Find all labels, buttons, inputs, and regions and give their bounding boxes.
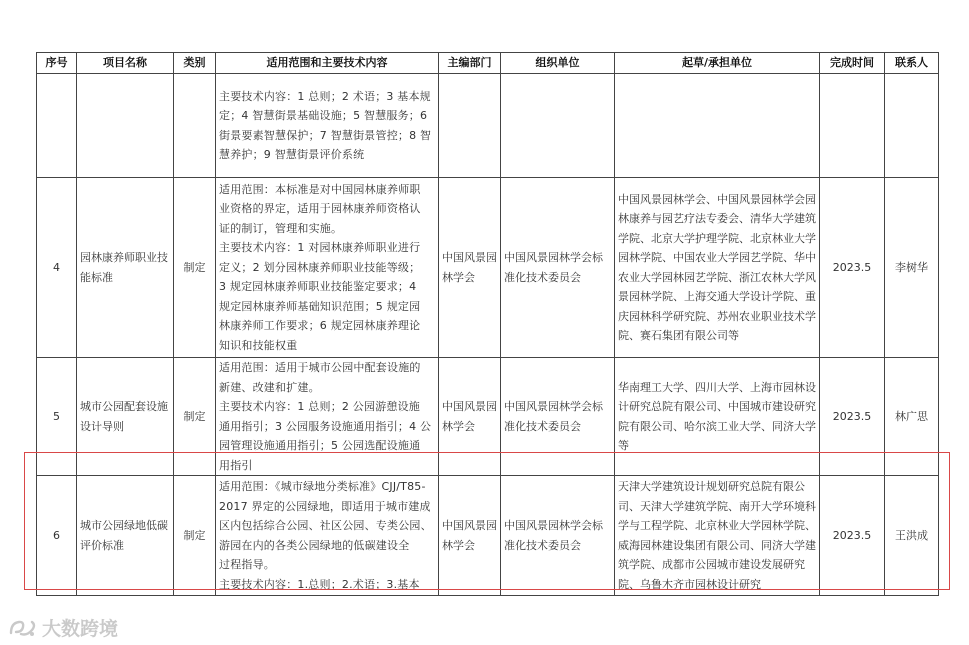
scope-line: 主要技术内容：1.总则；2.术语；3.基本 xyxy=(219,577,420,591)
scope-line: 主要技术内容：1 对园林康养师职业进行 xyxy=(219,241,421,255)
watermark xyxy=(8,614,118,641)
cell-scope xyxy=(216,178,439,358)
scope-line: 区内包括综合公园、社区公园、专类公园、 xyxy=(219,519,432,532)
cell-org xyxy=(501,74,615,178)
scope-line: 知识和技能权重 xyxy=(219,338,298,352)
table-row xyxy=(37,178,939,358)
cell-org: 中国风景园林学会标准化技术委员会 xyxy=(501,178,615,358)
scope-line: 园管理设施通用指引；5 公园选配设施通 xyxy=(219,439,421,452)
scope-line: 用指引 xyxy=(219,458,253,472)
scope-line: 主要技术内容：1 总则；2 术语；3 基本规 xyxy=(219,89,431,103)
cell-contact xyxy=(885,74,939,178)
cell-contact: 林广思 xyxy=(885,358,939,476)
header-name: 项目名称 xyxy=(77,53,174,74)
cell-type: 制定 xyxy=(174,178,216,358)
cell-scope xyxy=(216,358,439,476)
cell-editor xyxy=(439,74,501,178)
table-header-row xyxy=(37,53,939,74)
header-org: 组织单位 xyxy=(501,53,615,74)
scope-line: 证的制订，管理和实施。 xyxy=(219,221,343,235)
scope-line: 适用范围：适用于城市公园中配套设施的 xyxy=(219,361,421,374)
cell-editor: 中国风景园林学会 xyxy=(439,476,501,596)
cell-editor: 中国风景园林学会 xyxy=(439,358,501,476)
header-scope: 适用范围和主要技术内容 xyxy=(216,53,439,74)
cell-scope xyxy=(216,476,439,596)
scope-line: 2017 界定的公园绿地，即适用于城市建成 xyxy=(219,499,431,513)
table-row xyxy=(37,476,939,596)
scope-line: 过程指导。 xyxy=(219,558,275,571)
cell-units: 华南理工大学、四川大学、上海市园林设计研究总院有限公司、中国城市建设研究院有限公司、哈尔滨工业大学、同济大学等 xyxy=(615,358,820,476)
scope-line: 业资格的界定，适用于园林康养师资格认 xyxy=(219,202,421,216)
scope-line: 定义；2 划分园林康养师职业技能等级； xyxy=(219,260,421,274)
cell-units: 中国风景园林学会、中国风景园林学会园林康养与园艺疗法专委会、清华大学建筑学院、北京大学护理学院、北京林业大学园林学院、中国农业大学园艺学院、华中农业大学园林园艺学院、浙江农林大学风景园林学院、上海交通大学设计学院、重庆园林科学研究院、苏州农业职业技术学院、赛石集团有限公司等 xyxy=(615,178,820,358)
cell-name: 城市公园配套设施设计导则 xyxy=(77,358,174,476)
cell-name xyxy=(77,74,174,178)
cell-no xyxy=(37,74,77,178)
cell-no: 5 xyxy=(37,358,77,476)
scope-line: 主要技术内容：1 总则；2 公园游憩设施 xyxy=(219,400,420,413)
header-no: 序号 xyxy=(37,53,77,74)
cell-editor: 中国风景园林学会 xyxy=(439,178,501,358)
table-row xyxy=(37,358,939,476)
cell-units: 天津大学建筑设计规划研究总院有限公司、天津大学建筑学院、南开大学环境科学与工程学院、北京林业大学园林学院、威海园林建设集团有限公司、同济大学建筑学院、成都市公园城市建设发展研究院、乌鲁木齐市园林设计研究 xyxy=(615,476,820,596)
scope-line: 游园在内的各类公园绿地的低碳建设全 xyxy=(219,538,410,552)
watermark-text: 大数跨境 xyxy=(42,618,119,640)
scope-line: 街景要素智慧保护；7 智慧街景管控；8 智 xyxy=(219,128,432,142)
header-type: 类别 xyxy=(174,53,216,74)
scope-line: 适用范围：《城市绿地分类标准》CJJ/T85- xyxy=(219,480,426,493)
standards-table xyxy=(36,52,939,596)
scope-line: 新建、改建和扩建。 xyxy=(219,380,320,394)
scope-line: 规定园林康养师基础知识范围；5 规定园 xyxy=(219,299,421,313)
table-row xyxy=(37,74,939,178)
cell-type: 制定 xyxy=(174,358,216,476)
scope-line: 定；4 智慧街景基础设施；5 智慧服务；6 xyxy=(219,109,428,122)
header-editor: 主编部门 xyxy=(439,53,501,74)
header-units: 起草/承担单位 xyxy=(615,53,820,74)
cell-type xyxy=(174,74,216,178)
scope-line: 适用范围：本标准是对中国园林康养师职 xyxy=(219,182,421,196)
cell-contact: 王洪成 xyxy=(885,476,939,596)
cell-date: 2023.5 xyxy=(820,178,885,358)
cell-name: 城市公园绿地低碳评价标准 xyxy=(77,476,174,596)
cell-org: 中国风景园林学会标准化技术委员会 xyxy=(501,476,615,596)
cell-org: 中国风景园林学会标准化技术委员会 xyxy=(501,358,615,476)
scope-line: 通用指引；3 公园服务设施通用指引；4 公 xyxy=(219,419,432,433)
cell-contact: 李树华 xyxy=(885,178,939,358)
scope-line: 林康养师工作要求；6 规定园林康养理论 xyxy=(219,319,421,333)
header-contact: 联系人 xyxy=(885,53,939,74)
scope-line: 慧养护；9 智慧街景评价系统 xyxy=(219,148,365,161)
brand-logo-icon xyxy=(8,617,38,639)
cell-no: 6 xyxy=(37,476,77,596)
cell-date xyxy=(820,74,885,178)
header-date: 完成时间 xyxy=(820,53,885,74)
cell-name: 园林康养师职业技能标准 xyxy=(77,178,174,358)
scope-line: 3 规定园林康养师职业技能鉴定要求；4 xyxy=(219,280,417,294)
cell-date: 2023.5 xyxy=(820,476,885,596)
cell-date: 2023.5 xyxy=(820,358,885,476)
cell-type: 制定 xyxy=(174,476,216,596)
cell-units xyxy=(615,74,820,178)
cell-scope xyxy=(216,74,439,178)
cell-no: 4 xyxy=(37,178,77,358)
